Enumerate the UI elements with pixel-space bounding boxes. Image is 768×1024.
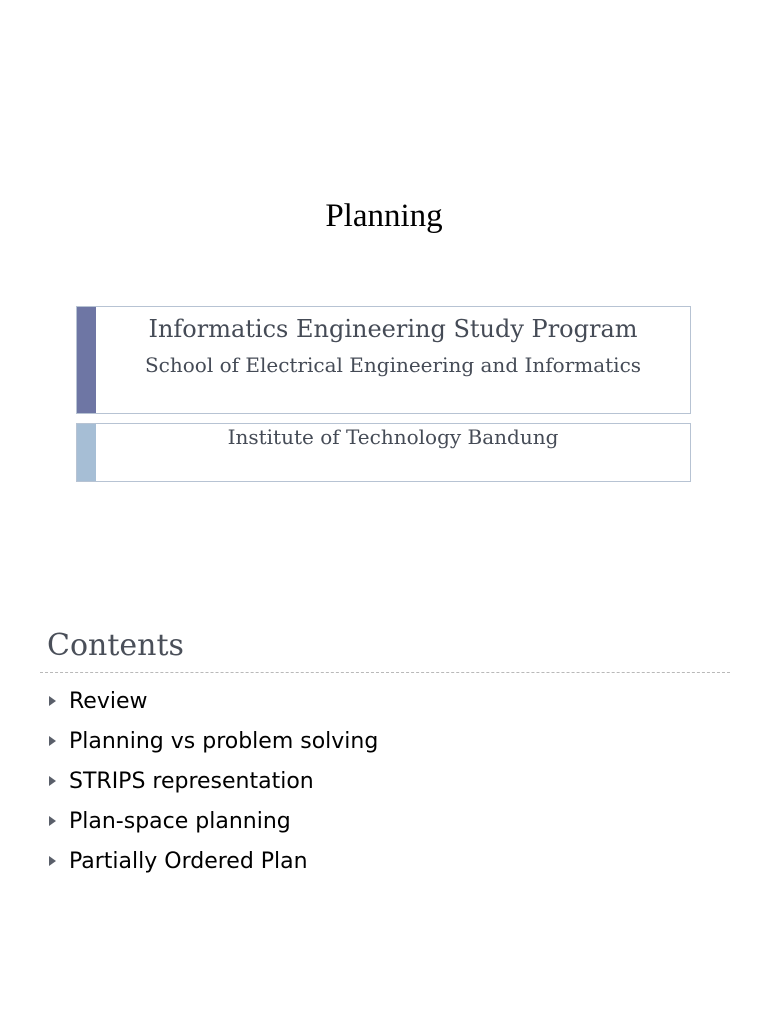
list-item-label: Planning vs problem solving bbox=[69, 728, 379, 754]
institute-name: Institute of Technology Bandung bbox=[227, 425, 559, 449]
accent-bar bbox=[77, 307, 96, 413]
institute-box bbox=[76, 423, 691, 482]
triangle-bullet-icon bbox=[49, 736, 56, 746]
triangle-bullet-icon bbox=[49, 816, 56, 826]
list-item-label: STRIPS representation bbox=[69, 768, 314, 794]
accent-bar-light bbox=[77, 424, 96, 481]
list-item-label: Plan-space planning bbox=[69, 808, 291, 834]
list-item bbox=[49, 801, 378, 841]
list-item bbox=[49, 681, 378, 721]
triangle-bullet-icon bbox=[49, 776, 56, 786]
triangle-bullet-icon bbox=[49, 696, 56, 706]
program-name: Informatics Engineering Study Program bbox=[148, 315, 638, 343]
contents-heading: Contents bbox=[47, 628, 184, 663]
heading-divider bbox=[40, 672, 730, 673]
contents-list bbox=[49, 681, 378, 881]
list-item-label: Review bbox=[69, 688, 148, 714]
list-item bbox=[49, 761, 378, 801]
school-name: School of Electrical Engineering and Informatics bbox=[144, 353, 642, 377]
list-item-label: Partially Ordered Plan bbox=[69, 848, 308, 874]
list-item bbox=[49, 721, 378, 761]
affiliation-box bbox=[76, 306, 691, 414]
slide-title: Planning bbox=[325, 198, 443, 234]
triangle-bullet-icon bbox=[49, 856, 56, 866]
list-item bbox=[49, 841, 378, 881]
